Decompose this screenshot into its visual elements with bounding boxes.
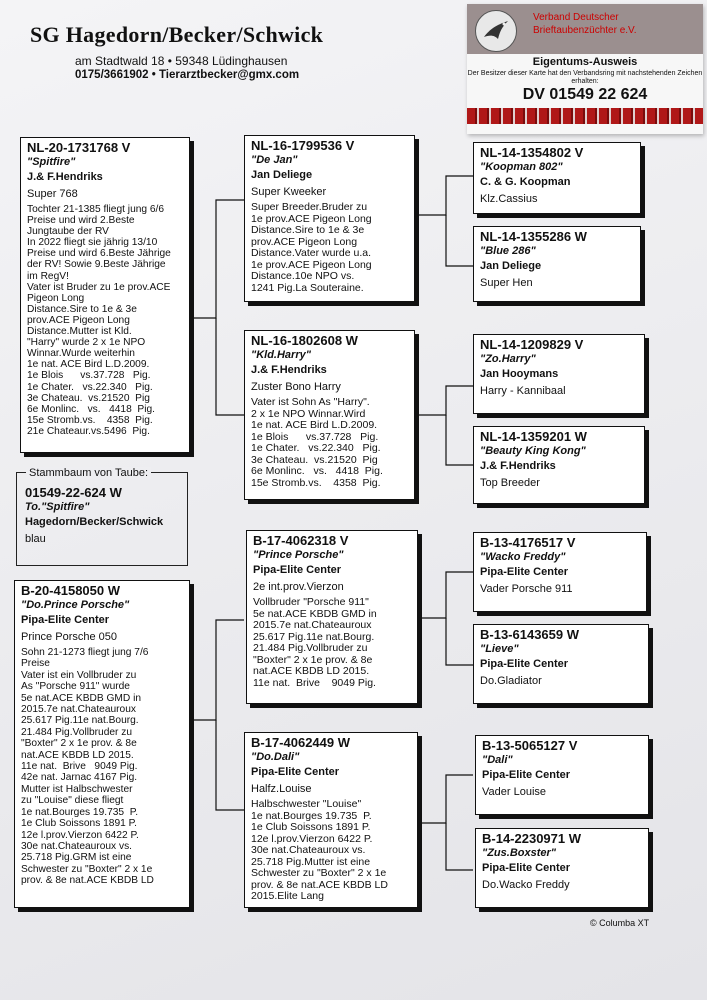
sire-ring: NL-20-1731768 V [27, 140, 131, 155]
sire-sire-extra: Super Kweeker [251, 186, 327, 198]
loft-address: am Stadtwald 18 • 59348 Lüdinghausen [75, 54, 288, 68]
dsd-extra: Do.Gladiator [480, 675, 542, 687]
dam-dam-info: Halbschwester "Louise" 1e nat.Bourges 19.735 P. 1e Club Soissons 1891 P. 12e l.prov.Vierzon 6422 P. 30e nat.Chateauroux vs. 25.718 Pig.Mutter ist eine Schwester zu "Boxter" 2 x 1e prov. & 8e nat.ACE KBDB LD 2015.Elite Lang [251, 798, 388, 902]
dam-sire-ring: B-17-4062318 V [253, 533, 349, 548]
dam-sire-name: "Prince Porsche" [253, 549, 344, 561]
card-subtitle: Der Besitzer dieser Karte hat den Verbandsring mit nachstehenden Zeichen erhalten: [467, 70, 703, 85]
ssd-name: "Blue 286" [480, 245, 536, 257]
dam-box [14, 580, 190, 908]
card-organization: Verband Deutscher Brieftaubenzüchter e.V. [533, 12, 637, 36]
sire-box [20, 137, 190, 453]
sire-name: "Spitfire" [27, 156, 76, 168]
sds-breeder: Jan Hooymans [480, 368, 559, 380]
dam-dam-extra: Halfz.Louise [251, 783, 312, 795]
copyright-notice: © Columba XT [590, 918, 650, 928]
sdd-extra: Top Breeder [480, 477, 540, 489]
sire-breeder: J.& F.Hendriks [27, 171, 103, 183]
dss-ring: B-13-4176517 V [480, 535, 576, 550]
dds-breeder: Pipa-Elite Center [482, 769, 571, 781]
subject-name: To."Spitfire" [25, 501, 90, 513]
ddd-name: "Zus.Boxster" [482, 847, 557, 859]
dam-dam-name: "Do.Dali" [251, 751, 300, 763]
dam-name: "Do.Prince Porsche" [21, 599, 130, 611]
dsd-ring: B-13-6143659 W [480, 627, 579, 642]
sire-dam-info: Vater ist Sohn As "Harry". 2 x 1e NPO Winnar.Wird 1e nat. ACE Bird L.D.2009. 1e Blois vs.37.728 Pig. 1e Chater. vs.22.340 Pig. 3e Chateau. vs.21520 Pig 6e Monlinc. vs. 4418 Pig. 15e Stromb.vs. 4358 Pig. [251, 396, 383, 489]
dsd-breeder: Pipa-Elite Center [480, 658, 569, 670]
dsd-name: "Lieve" [480, 643, 519, 655]
dam-sire-box [246, 530, 418, 704]
dam-sire-breeder: Pipa-Elite Center [253, 564, 342, 576]
subject-breeder: Hagedorn/Becker/Schwick [25, 516, 164, 528]
subject-label: Stammbaum von Taube: [26, 467, 151, 479]
sds-box [473, 334, 645, 414]
sss-ring: NL-14-1354802 V [480, 145, 584, 160]
loft-name: SG Hagedorn/Becker/Schwick [30, 22, 324, 47]
sire-info: Tochter 21-1385 fliegt jung 6/6 Preise und wird 2.Beste Jungtaube der RV In 2022 fliegt sie jährig 13/10 Preise und wird 6.Beste Jährige der RV! Sowie 9.Beste Jährige im RegV! Vater ist Bruder zu 1e prov.ACE Pigeon Long Distance.Sire to 1e & 3e prov.ACE Pigeon Long Distance.Mutter ist Kld. "Harry" wurde 2 x 1e NPO Winnar.Wurde weiterhin 1e nat. ACE Bird L.D.2009. 1e Blois vs.37.728 Pig. 1e Chater. vs.22.340 Pig. 3e Chateau. vs.21520 Pig 6e Monlinc. vs. 4418 Pig. 15e Stromb.vs. 4358 Pig. 21e Chateaur.vs.5496 Pig. [27, 204, 171, 437]
dds-ring: B-13-5065127 V [482, 738, 578, 753]
sdd-box [473, 426, 645, 504]
sire-dam-name: "Kld.Harry" [251, 349, 311, 361]
sire-sire-info: Super Breeder.Bruder zu 1e prov.ACE Pigeon Long Distance.Sire to 1e & 3e prov.ACE Pigeon Long Distance.Vater wurde u.a. 1e prov.ACE Pigeon Long Distance.10e NPO vs. 1241 Pig.La Souteraine. [251, 201, 372, 294]
sire-sire-breeder: Jan Deliege [251, 169, 313, 181]
sds-ring: NL-14-1209829 V [480, 337, 584, 352]
dam-ring: B-20-4158050 W [21, 583, 120, 598]
ddd-breeder: Pipa-Elite Center [482, 862, 571, 874]
ssd-breeder: Jan Deliege [480, 260, 542, 272]
sds-name: "Zo.Harry" [480, 353, 536, 365]
sdd-ring: NL-14-1359201 W [480, 429, 587, 444]
dss-name: "Wacko Freddy" [480, 551, 566, 563]
dam-sire-info: Vollbruder "Porsche 911" 5e nat.ACE KBDB GMD in 2015.7e nat.Chateauroux 25.617 Pig.11e nat.Bourg. 21.484 Pig.Vollbruder zu "Boxter" 2 x 1e prov. & 8e nat.ACE KBDB LD 2015. 11e nat. Brive 9049 Pig. [253, 596, 377, 689]
sss-breeder: C. & G. Koopman [480, 176, 571, 188]
dam-dam-box [244, 732, 418, 908]
sdd-name: "Beauty King Kong" [480, 445, 586, 457]
ddd-ring: B-14-2230971 W [482, 831, 581, 846]
sds-extra: Harry - Kannibaal [480, 385, 566, 397]
dds-name: "Dali" [482, 754, 513, 766]
dam-dam-ring: B-17-4062449 W [251, 735, 350, 750]
sss-name: "Koopman 802" [480, 161, 563, 173]
ddd-extra: Do.Wacko Freddy [482, 879, 570, 891]
loft-contact: 0175/3661902 • Tierarztbecker@gmx.com [75, 69, 300, 81]
sire-sire-ring: NL-16-1799536 V [251, 138, 355, 153]
sire-dam-ring: NL-16-1802608 W [251, 333, 358, 348]
ddd-box [475, 828, 649, 908]
ssd-box [473, 226, 641, 302]
dam-info: Sohn 21-1273 fliegt jung 7/6 Preise Vater ist ein Vollbruder zu As "Porsche 911" wurde 5e nat.ACE KBDB GMD in 2015.7e nat.Chateauroux 25.617 Pig.11e nat.Bourg. 21.484 Pig.Vollbruder zu "Boxter" 2 x 1e prov. & 8e nat.ACE KBDB LD 2015. 11e nat. Brive 9049 Pig. 42e nat. Jarnac 4167 Pig. Mutter ist Halbschwester zu "Louise" diese fliegt 1e nat.Bourges 19.735 P. 1e Club Soissons 1891 P. 12e l.prov.Vierzon 6422 P. 30e nat.Chateauroux vs. 25.718 Pig.GRM ist eine Schwester zu "Boxter" 2 x 1e prov. & 8e nat.ACE KBDB LD [21, 647, 154, 887]
subject-box [16, 472, 188, 566]
ssd-extra: Super Hen [480, 277, 533, 289]
dds-extra: Vader Louise [482, 786, 547, 798]
subject-ring: 01549-22-624 W [25, 485, 122, 500]
dss-box [473, 532, 647, 612]
sire-sire-name: "De Jan" [251, 154, 298, 166]
ssd-ring: NL-14-1355286 W [480, 229, 587, 244]
sss-box [473, 142, 641, 214]
dss-extra: Vader Porsche 911 [480, 583, 573, 595]
sire-dam-extra: Zuster Bono Harry [251, 381, 341, 393]
dam-dam-breeder: Pipa-Elite Center [251, 766, 340, 778]
sire-sire-box [244, 135, 415, 302]
dds-box [475, 735, 649, 815]
dam-extra: Prince Porsche 050 [21, 631, 117, 643]
dam-sire-extra: 2e int.prov.Vierzon [253, 581, 344, 593]
dam-breeder: Pipa-Elite Center [21, 614, 110, 626]
sire-dam-box [244, 330, 415, 500]
sire-extra: Super 768 [27, 188, 78, 200]
subject-color: blau [25, 533, 46, 545]
sire-dam-breeder: J.& F.Hendriks [251, 364, 327, 376]
sss-extra: Klz.Cassius [480, 193, 538, 205]
dss-breeder: Pipa-Elite Center [480, 566, 569, 578]
card-ring-number: DV 01549 22 624 [522, 86, 648, 103]
sdd-breeder: J.& F.Hendriks [480, 460, 556, 472]
dsd-box [473, 624, 649, 704]
card-title: Eigentums-Ausweis [532, 56, 638, 68]
